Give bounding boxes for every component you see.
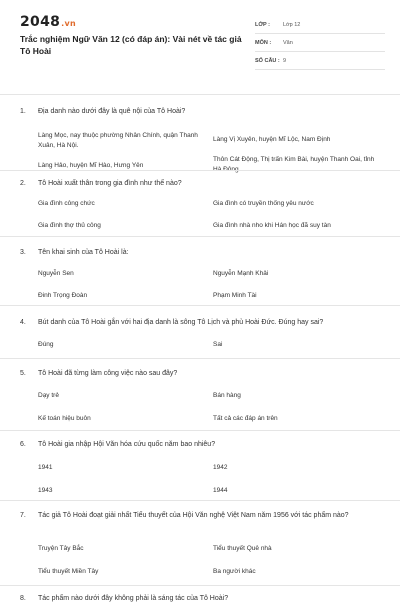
answer-option[interactable]: Gia đình thợ thủ công xyxy=(38,222,101,229)
divider xyxy=(0,170,400,171)
logo-suffix: .vn xyxy=(61,19,77,28)
divider xyxy=(0,585,400,586)
question-text: Tên khai sinh của Tô Hoài là: xyxy=(38,249,129,256)
question-2 xyxy=(20,178,385,229)
question-4 xyxy=(20,317,385,348)
meta-value: 9 xyxy=(283,57,287,64)
answer-option[interactable]: Gia đình nhà nho khi Hán học đã suy tàn xyxy=(213,222,331,229)
question-text: Tác giả Tô Hoài đoạt giải nhất Tiểu thuyết của Hội Văn nghệ Việt Nam năm 1956 với tác phẩm nào? xyxy=(38,512,349,519)
divider xyxy=(0,358,400,359)
question-number: 5. xyxy=(20,370,26,377)
question-7 xyxy=(20,510,385,575)
answer-option[interactable]: Sai xyxy=(213,341,223,348)
answer-option[interactable]: Bán hàng xyxy=(213,392,241,399)
answer-option[interactable]: Truyện Tây Bắc xyxy=(38,545,84,552)
meta-info xyxy=(255,16,385,70)
question-3 xyxy=(20,247,385,299)
page-header xyxy=(0,0,400,70)
site-logo[interactable] xyxy=(20,14,76,30)
answer-option[interactable]: Tất cả các đáp án trên xyxy=(213,415,278,422)
answer-option[interactable]: Thôn Cát Động, Thị trấn Kim Bài, huyện Thanh Oai, tỉnh xyxy=(213,156,375,163)
answer-option[interactable]: Kế toán hiệu buôn xyxy=(38,415,91,422)
answer-option[interactable]: Đinh Trọng Đoàn xyxy=(38,292,88,299)
question-6 xyxy=(20,439,385,494)
meta-value: Lớp 12 xyxy=(283,21,301,28)
answer-option[interactable]: 1944 xyxy=(213,487,228,494)
answer-option[interactable]: Tiểu thuyết Miền Tây xyxy=(38,568,99,575)
divider xyxy=(0,94,400,95)
question-text: Tô Hoài đã từng làm công việc nào sau đây? xyxy=(38,370,178,377)
document-title: Trắc nghiệm Ngữ Văn 12 (có đáp án): Vài nét về tác giả Tô Hoài xyxy=(20,34,242,56)
question-text: Tác phẩm nào dưới đây không phải là sáng tác của Tô Hoài? xyxy=(38,595,229,602)
meta-row-class xyxy=(255,16,385,34)
answer-option[interactable]: Dạy trẻ xyxy=(38,392,59,399)
answer-option[interactable]: 1941 xyxy=(38,464,53,471)
logo-text: 2048 xyxy=(20,14,61,30)
question-text: Tô Hoài gia nhập Hội Văn hóa cứu quốc năm bao nhiêu? xyxy=(38,441,216,448)
meta-value: Văn xyxy=(283,39,293,46)
answer-option[interactable]: Gia đình công chức xyxy=(38,200,95,207)
question-number: 7. xyxy=(20,512,26,519)
meta-row-subject xyxy=(255,34,385,52)
question-1 xyxy=(20,106,385,169)
divider xyxy=(0,500,400,501)
question-number: 4. xyxy=(20,319,26,326)
answer-option[interactable]: Làng Hảo, huyện Mĩ Hào, Hưng Yên xyxy=(38,162,144,169)
question-8 xyxy=(20,593,385,604)
question-number: 3. xyxy=(20,249,26,256)
meta-label: MÔN : xyxy=(255,39,272,46)
answer-option[interactable]: Làng Vị Xuyên, huyện Mĩ Lộc, Nam Định xyxy=(213,136,331,143)
meta-label: SỐ CÂU : xyxy=(255,57,280,64)
answer-option[interactable]: Ba người khác xyxy=(213,568,256,575)
divider xyxy=(0,236,400,237)
question-number: 6. xyxy=(20,441,26,448)
divider xyxy=(0,305,400,306)
question-text: Địa danh nào dưới đây là quê nội của Tô Hoài? xyxy=(38,108,186,115)
answer-option[interactable]: Gia đình có truyền thống yêu nước xyxy=(213,200,314,207)
answer-option[interactable]: Nguyễn Mạnh Khải xyxy=(213,270,269,277)
question-number: 1. xyxy=(20,108,26,115)
question-number: 2. xyxy=(20,180,26,187)
answer-option[interactable]: Làng Mọc, nay thuộc phường Nhân Chính, quận Thanh Xuân, Hà Nội. xyxy=(38,132,198,149)
meta-row-count xyxy=(255,52,385,70)
answer-option[interactable]: Phạm Minh Tài xyxy=(213,292,257,299)
answer-option[interactable]: Nguyễn Sen xyxy=(38,270,74,277)
question-text: Bút danh của Tô Hoài gắn với hai địa danh là sông Tô Lịch và phủ Hoài Đức. Đúng hay sai? xyxy=(38,319,324,326)
meta-label: LỚP : xyxy=(255,21,270,28)
question-text: Tô Hoài xuất thân trong gia đình như thế nào? xyxy=(38,180,182,187)
answer-option[interactable]: 1942 xyxy=(213,464,228,471)
answer-option[interactable]: Đúng xyxy=(38,341,54,348)
answer-option[interactable]: Tiểu thuyết Quê nhà xyxy=(213,545,272,552)
question-number: 8. xyxy=(20,595,26,602)
answer-option[interactable]: 1943 xyxy=(38,487,53,494)
divider xyxy=(0,430,400,431)
question-5 xyxy=(20,368,385,422)
